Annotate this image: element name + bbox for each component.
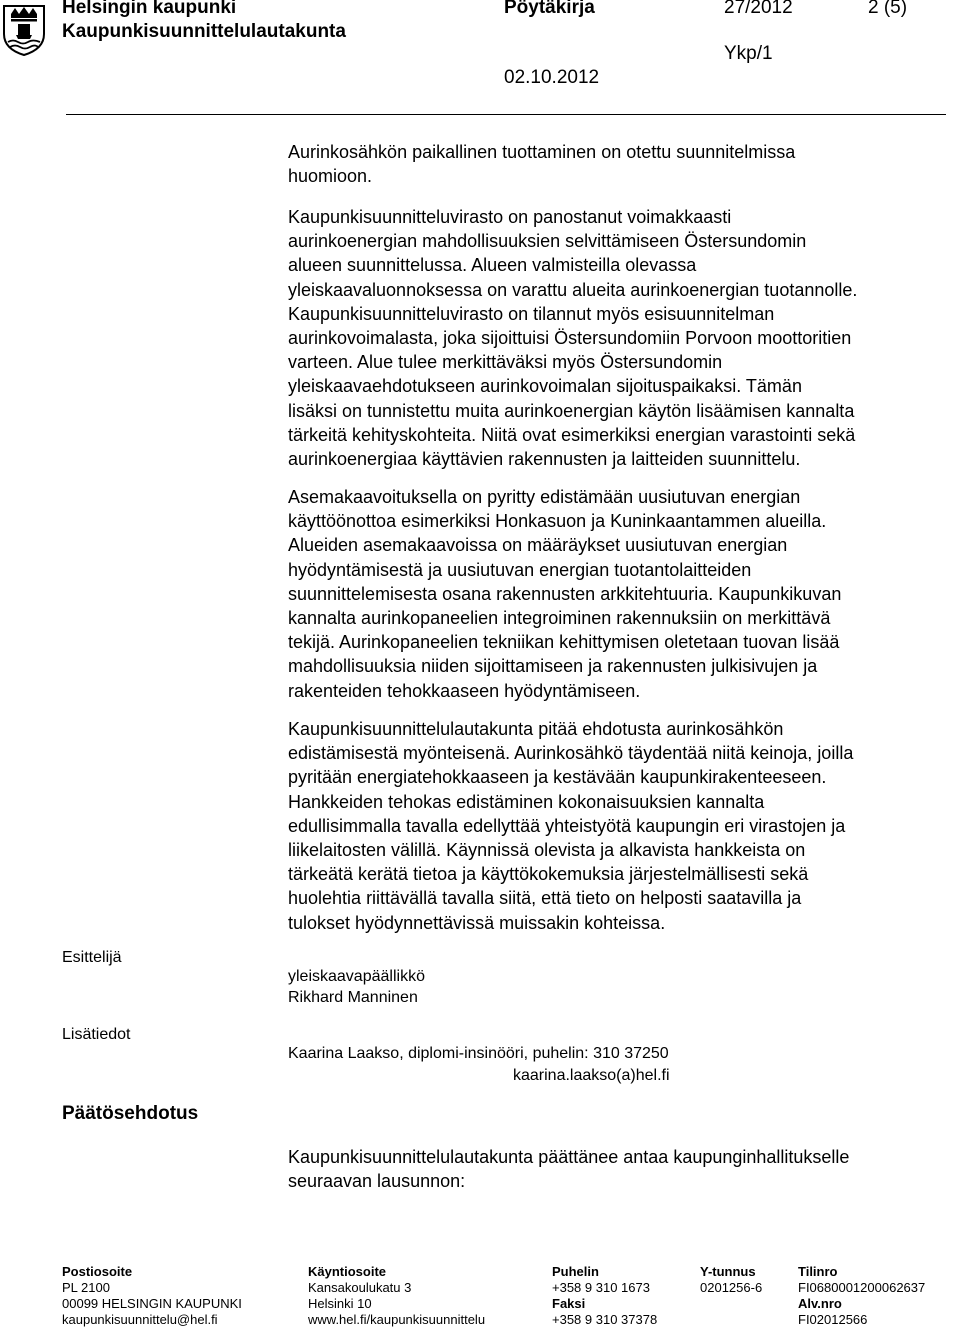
text-line: rakenteiden tehokkaaseen hyödyntämiseen. — [288, 680, 641, 701]
footer-phone — [552, 1264, 657, 1328]
text-line: yleiskaavaluonnoksessa on varattu alueita aurinkoenergian tuotannolle. — [288, 279, 858, 300]
document-type: Pöytäkirja — [504, 0, 595, 18]
text-line: pyritään energiatehokkaaseen ja kestävään kaupunkirakenteeseen. — [288, 767, 827, 788]
proposal-text — [288, 1145, 948, 1193]
paragraph-2 — [288, 205, 948, 471]
text-line: aurinkovoimalasta, joka sijoittuisi Östersundomiin Porvoon moottoritien — [288, 328, 852, 349]
text-line: edullisimmalla tavalla edellyttää yhteistyötä kaupungin eri virastojen ja — [288, 815, 846, 836]
footer-text: PL 2100 — [62, 1280, 110, 1295]
text-line: huomioon. — [288, 166, 373, 187]
text-line: aurinkoenergiaa käyttävien rakennusten ja laitteiden suunnittelu. — [288, 449, 801, 470]
footer-text: FI02012566 — [798, 1312, 868, 1327]
text-line: kannalta aurinkopaneelien integroiminen rakennuksiin on merkittävä — [288, 608, 831, 629]
page-number: 2 (5) — [868, 0, 908, 18]
footer-heading: Tilinro — [798, 1264, 838, 1279]
text-line: Alueiden asemakaavoissa on määräykset uusiutuvan energian — [288, 535, 788, 556]
text-line: edistämisestä myönteisenä. Aurinkosähkö täydentää niitä keinoja, joilla — [288, 743, 854, 764]
footer-text: +358 9 310 37378 — [552, 1312, 658, 1327]
footer-heading: Y-tunnus — [700, 1264, 756, 1279]
text-line: tekijä. Aurinkopaneelien tekniikan kehittymisen oletetaan tuovan lisää — [288, 632, 840, 653]
text-line: Kaupunkisuunnittelulautakunta päättänee antaa kaupunginhallitukselle — [288, 1147, 850, 1167]
text-line: tärkeätä kerätä tietoa ja käyttökokemuksia järjestelmällisesti sekä — [288, 864, 809, 885]
footer-postal — [62, 1264, 242, 1328]
footer-heading: Käyntiosoite — [308, 1264, 387, 1279]
text-line: Kaupunkisuunnitteluvirasto on panostanut voimakkaasti — [288, 207, 732, 227]
footer-heading: Postiosoite — [62, 1264, 133, 1279]
org-name: Helsingin kaupunki — [62, 0, 237, 18]
footer-heading: Faksi — [552, 1296, 586, 1311]
footer-text: Kansakoulukatu 3 — [308, 1280, 412, 1295]
text-line: seuraavan lausunnon: — [288, 1171, 466, 1192]
paragraph-1 — [288, 140, 948, 188]
header-rule — [66, 114, 946, 115]
proposal-label: Päätösehdotus — [62, 1103, 199, 1124]
info-label: Lisätiedot — [62, 1026, 131, 1043]
text-line: tärkeitä kehityskohteita. Niitä ovat esimerkiksi energian varastointi sekä — [288, 424, 856, 445]
minutes-number: 27/2012 — [724, 0, 793, 18]
text-line: liikelaitosten välillä. Käynnissä olevista ja alkavista hankkeista on — [288, 840, 806, 861]
text-line: lisäksi on tunnistettu muita aurinkoenergian käytön lisäämisen kannalta — [288, 400, 855, 421]
footer-text: FI0680001200062637 — [798, 1280, 926, 1295]
text-line: Kaupunkisuunnitteluvirasto on tilannut myös esisuunnitelman — [288, 303, 775, 324]
text-line: Kaupunkisuunnittelulautakunta pitää ehdotusta aurinkosähkön — [288, 719, 784, 739]
text-line: Asemakaavoituksella on pyritty edistämään uusiutuvan energian — [288, 487, 801, 507]
section-code: Ykp/1 — [724, 43, 773, 64]
paragraph-3 — [288, 485, 948, 703]
text-line: Hankkeiden tehokas edistäminen kokonaisuuksien kannalta — [288, 791, 765, 812]
contact-email: kaarina.laakso(a)hel.fi — [513, 1067, 670, 1084]
footer-email-link[interactable]: kaupunkisuunnittelu@hel.fi — [62, 1312, 218, 1327]
text-line: suunnittelemisesta osana rakennusten arkkitehtuuria. Kaupunkikuvan — [288, 583, 842, 604]
contact-info: Kaarina Laakso, diplomi-insinööri, puhelin: 310 37250 — [288, 1045, 669, 1062]
text-line: mahdollisuuksia niiden sijoittamiseen ja rakennusten julkisivujen ja — [288, 656, 818, 677]
text-line: käyttöönottoa esimerkiksi Honkasuon ja Kuninkaantammen alueilla. — [288, 511, 827, 532]
footer-text: Helsinki 10 — [308, 1296, 372, 1311]
text-line: varteen. Alue tulee merkittäväksi myös Östersundomin — [288, 352, 723, 373]
page-footer — [0, 1264, 960, 1332]
text-line: Aurinkosähkön paikallinen tuottaminen on otettu suunnitelmissa — [288, 142, 796, 162]
footer-bank — [798, 1264, 925, 1328]
paragraph-4 — [288, 717, 948, 935]
board-name: Kaupunkisuunnittelulautakunta — [62, 21, 346, 42]
footer-website-link[interactable]: www.hel.fi/kaupunkisuunnittelu — [308, 1312, 486, 1327]
footer-text: +358 9 310 1673 — [552, 1280, 650, 1295]
footer-text: 0201256-6 — [700, 1280, 763, 1295]
footer-heading: Alv.nro — [798, 1296, 842, 1311]
footer-heading: Puhelin — [552, 1264, 599, 1279]
footer-ytunnus — [700, 1264, 762, 1296]
meeting-date: 02.10.2012 — [504, 67, 600, 88]
text-line: alueen suunnittelussa. Alueen valmisteilla olevassa — [288, 255, 697, 276]
footer-visit — [308, 1264, 485, 1328]
text-line: huolehtia riittävällä tavalla siitä, että tieto on helposti saatavilla ja — [288, 888, 802, 909]
text-line: hyödyntämisestä ja uusiutuvan energian tuotantolaitteiden — [288, 559, 752, 580]
presenter-name: Rikhard Manninen — [288, 989, 418, 1006]
text-line: yleiskaavaehdotukseen aurinkovoimalan sijoituspaikaksi. Tämän — [288, 376, 802, 397]
text-line: tulokset hyödynnettävissä muissakin kohteissa. — [288, 912, 666, 933]
helsinki-crest-logo — [2, 4, 46, 56]
presenter-label: Esittelijä — [62, 949, 122, 966]
footer-text: 00099 HELSINGIN KAUPUNKI — [62, 1296, 242, 1311]
text-line: aurinkoenergian mahdollisuuksien selvittämiseen Östersundomin — [288, 231, 807, 252]
presenter-title: yleiskaavapäällikkö — [288, 968, 425, 985]
